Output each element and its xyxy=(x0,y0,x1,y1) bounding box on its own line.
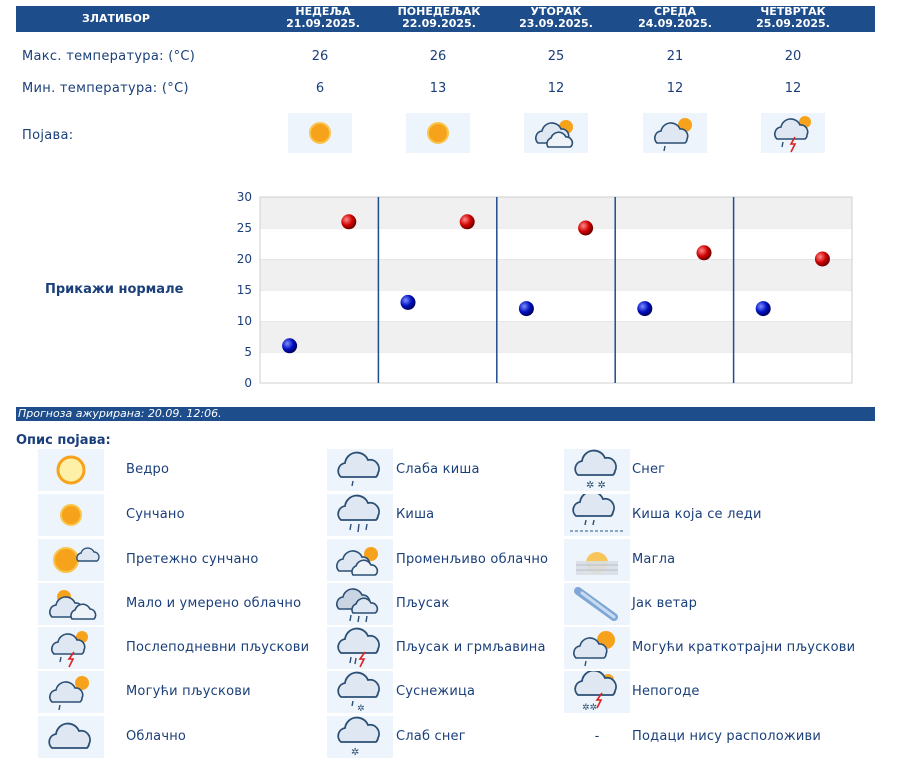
legend-item-label: Јак ветар xyxy=(632,596,698,611)
temperature-chart xyxy=(226,190,866,390)
light-rain-icon xyxy=(327,449,393,491)
day-header xyxy=(278,6,368,32)
day-date: 24.09.2025. xyxy=(638,17,712,30)
day-date: 23.09.2025. xyxy=(519,17,593,30)
no-data-dash: - xyxy=(594,729,600,744)
min-temp-value: 13 xyxy=(429,81,447,96)
cloudy-icon xyxy=(38,716,104,758)
legend-item-label: Магла xyxy=(632,552,676,567)
brief-showers-icon xyxy=(564,627,630,669)
legend-item-label: Непогоде xyxy=(632,684,700,699)
shower-icon xyxy=(327,583,393,625)
strong-wind-icon xyxy=(564,583,630,625)
sleet-icon xyxy=(327,671,393,713)
legend-title: Опис појава: xyxy=(16,433,111,448)
mostly-sunny-icon xyxy=(38,539,104,581)
max-temp-point xyxy=(697,245,712,260)
legend-item-label: Могући пљускови xyxy=(126,684,251,699)
forecast-header xyxy=(16,6,875,32)
legend-item-label: Могући краткотрајни пљускови xyxy=(632,640,856,655)
day-name: НЕДЕЉА xyxy=(295,5,351,18)
max-temp-value: 26 xyxy=(429,49,447,64)
legend-item-label: Слаба киша xyxy=(396,462,480,477)
legend-item-label: Пљусак xyxy=(396,596,450,611)
afternoon-showers-icon xyxy=(761,113,825,153)
day-date: 25.09.2025. xyxy=(756,17,830,30)
legend-item-label: Пљусак и грмљавина xyxy=(396,640,546,655)
chart-y-tick-label: 25 xyxy=(236,221,252,235)
chart-band xyxy=(260,228,852,259)
light-snow-icon xyxy=(327,716,393,758)
thunder-shower-icon xyxy=(327,627,393,669)
svg-text:✲✲: ✲✲ xyxy=(582,703,598,713)
chart-y-tick-label: 30 xyxy=(236,190,252,204)
legend-item-label: Снег xyxy=(632,462,666,477)
location-name: ЗЛАТИБОР xyxy=(82,12,150,25)
day-header xyxy=(748,6,838,32)
min-temp-value: 12 xyxy=(547,81,565,96)
legend-item-label: Ведро xyxy=(126,462,170,477)
max-temp-point xyxy=(341,214,356,229)
legend-item-label: Претежно сунчано xyxy=(126,552,259,567)
day-date: 22.09.2025. xyxy=(402,17,476,30)
legend-item-label: Подаци нису расположиви xyxy=(632,729,821,744)
legend-item-label: Киша xyxy=(396,507,435,522)
fog-icon xyxy=(564,539,630,581)
day-header xyxy=(394,6,484,32)
legend-item-label: Суснежица xyxy=(396,684,476,699)
max-temp-value: 25 xyxy=(547,49,565,64)
min-temp-value: 12 xyxy=(784,81,802,96)
min-temp-point xyxy=(519,301,534,316)
chart-y-tick-label: 20 xyxy=(236,252,252,266)
min-temp-value: 6 xyxy=(315,81,325,96)
chart-band xyxy=(260,259,852,290)
possible-showers-icon xyxy=(643,113,707,153)
freezing-rain-icon xyxy=(564,494,630,536)
clear-icon xyxy=(38,449,104,491)
afternoon-showers-icon xyxy=(38,627,104,669)
legend-item-label: Облачно xyxy=(126,729,187,744)
chart-band xyxy=(260,321,852,352)
legend-item-label: Слаб снег xyxy=(396,729,466,744)
sunny-icon xyxy=(38,494,104,536)
min-temp-point xyxy=(637,301,652,316)
legend-item-label: Сунчано xyxy=(126,507,185,522)
day-name: ПОНЕДЕЉАК xyxy=(397,5,481,18)
min-temp-value: 12 xyxy=(666,81,684,96)
min-temp-point xyxy=(756,301,771,316)
day-header xyxy=(630,6,720,32)
day-name: ЧЕТВРТАК xyxy=(760,5,826,18)
legend-item-label: Мало и умерено облачно xyxy=(126,596,302,611)
max-temp-point xyxy=(578,221,593,236)
max-temp-value: 26 xyxy=(311,49,329,64)
svg-text:✲: ✲ xyxy=(357,704,365,713)
min-temp-point xyxy=(401,295,416,310)
max-temp-point xyxy=(460,214,475,229)
max-temp-label: Макс. температура: (°C) xyxy=(22,49,196,64)
max-temp-point xyxy=(815,252,830,267)
legend-item-label: Променљиво облачно xyxy=(396,552,549,567)
legend-item-label: Послеподневни пљускови xyxy=(126,640,310,655)
snow-icon xyxy=(564,449,630,491)
chart-y-tick-label: 10 xyxy=(236,314,252,328)
chart-y-tick-label: 5 xyxy=(244,345,252,359)
chart-band xyxy=(260,352,852,383)
forecast-updated-bar: Прогноза ажурирана: 20.09. 12:06. xyxy=(16,407,875,421)
variable-cloudy-icon xyxy=(524,113,588,153)
day-date: 21.09.2025. xyxy=(286,17,360,30)
day-header xyxy=(511,6,601,32)
max-temp-value: 21 xyxy=(666,49,684,64)
chart-y-tick-label: 0 xyxy=(244,376,252,390)
show-normals-link[interactable]: Прикажи нормале xyxy=(45,282,184,297)
rain-icon xyxy=(327,494,393,536)
phenomenon-label: Појава: xyxy=(22,128,74,143)
svg-text:✲: ✲ xyxy=(351,747,360,758)
sunny-icon xyxy=(406,113,470,153)
chart-y-tick-label: 15 xyxy=(236,283,252,297)
storm-icon xyxy=(564,671,630,713)
min-temp-point xyxy=(282,338,297,353)
partly-cloudy-icon xyxy=(38,583,104,625)
day-name: УТОРАК xyxy=(530,5,582,18)
day-name: СРЕДА xyxy=(654,5,696,18)
svg-text:✲ ✲: ✲ ✲ xyxy=(586,480,606,491)
variable-cloudy-icon xyxy=(327,539,393,581)
min-temp-label: Мин. температура: (°C) xyxy=(22,81,189,96)
max-temp-value: 20 xyxy=(784,49,802,64)
possible-showers-icon xyxy=(38,671,104,713)
legend-item-label: Киша која се леди xyxy=(632,507,762,522)
sunny-icon xyxy=(288,113,352,153)
